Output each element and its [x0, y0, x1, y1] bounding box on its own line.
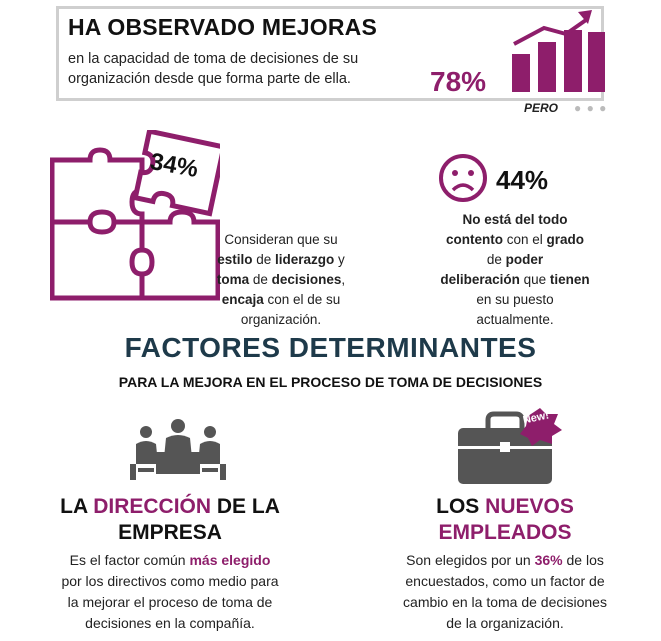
left-stat-percent: 34%	[148, 148, 201, 183]
top-percent: 78%	[430, 66, 487, 97]
left-text-line-1: Es el factor común más elegido	[69, 552, 271, 568]
right-title-line-2: EMPLEADOS	[438, 521, 572, 544]
right-stat-percent: 44%	[496, 165, 549, 195]
new-badge: New!	[521, 409, 551, 427]
right-text-line-3: cambio en la toma de decisiones	[403, 594, 607, 610]
sad-face-icon	[438, 153, 488, 203]
left-column-title	[40, 494, 300, 546]
left-column-text	[30, 550, 310, 634]
right-stat-line-3: de poder	[486, 252, 544, 267]
left-stat-line-4: encaja con el de su	[221, 292, 341, 307]
right-stat-line-1: No está del todo	[462, 212, 568, 227]
right-text-line-4: de la organización.	[446, 615, 564, 631]
left-stat-text	[196, 230, 366, 330]
top-title: HA OBSERVADO MEJORAS	[68, 14, 378, 40]
meeting-icon	[128, 418, 228, 482]
right-text-line-1: Son elegidos por un 36% de los	[406, 552, 604, 568]
right-column-title	[375, 494, 635, 546]
right-stat-line-5: en su puesto	[476, 292, 554, 307]
top-description: en la capacidad de toma de decisiones de su organización desde que forma parte de ella.	[68, 51, 359, 87]
factors-title: FACTORES DETERMINANTES	[124, 332, 537, 363]
pero-label: PERO	[524, 101, 559, 115]
left-stat-line-2: estilo de liderazgo y	[217, 252, 345, 267]
left-text-line-3: la mejorar el proceso de toma de	[67, 594, 273, 610]
right-stat-line-4: deliberación que tienen	[440, 272, 590, 287]
right-title-line-1: LOS NUEVOS	[436, 495, 574, 518]
left-stat-line-5: organización.	[240, 312, 322, 327]
right-stat-line-2: contento con el grado	[445, 232, 585, 247]
growth-bar-chart-icon	[508, 6, 608, 92]
right-stat-line-6: actualmente.	[476, 312, 554, 327]
left-text-line-2: por los directivos como medio para	[61, 573, 279, 589]
left-title-line-1: LA DIRECCIÓN DE LA	[60, 495, 280, 518]
right-text-line-2: encuestados, como un factor de	[405, 573, 605, 589]
pero-dots: ● ● ●	[574, 101, 608, 115]
left-stat-line-3: toma de decisiones,	[216, 272, 346, 287]
left-stat-line-1: Consideran que su	[224, 232, 338, 247]
left-title-line-2: EMPRESA	[118, 521, 222, 544]
right-column-text	[360, 550, 650, 634]
right-stat-text	[420, 210, 610, 330]
left-text-line-4: decisiones en la compañía.	[85, 615, 255, 631]
factors-subtitle: PARA LA MEJORA EN EL PROCESO DE TOMA DE DECISIONES	[118, 374, 543, 390]
